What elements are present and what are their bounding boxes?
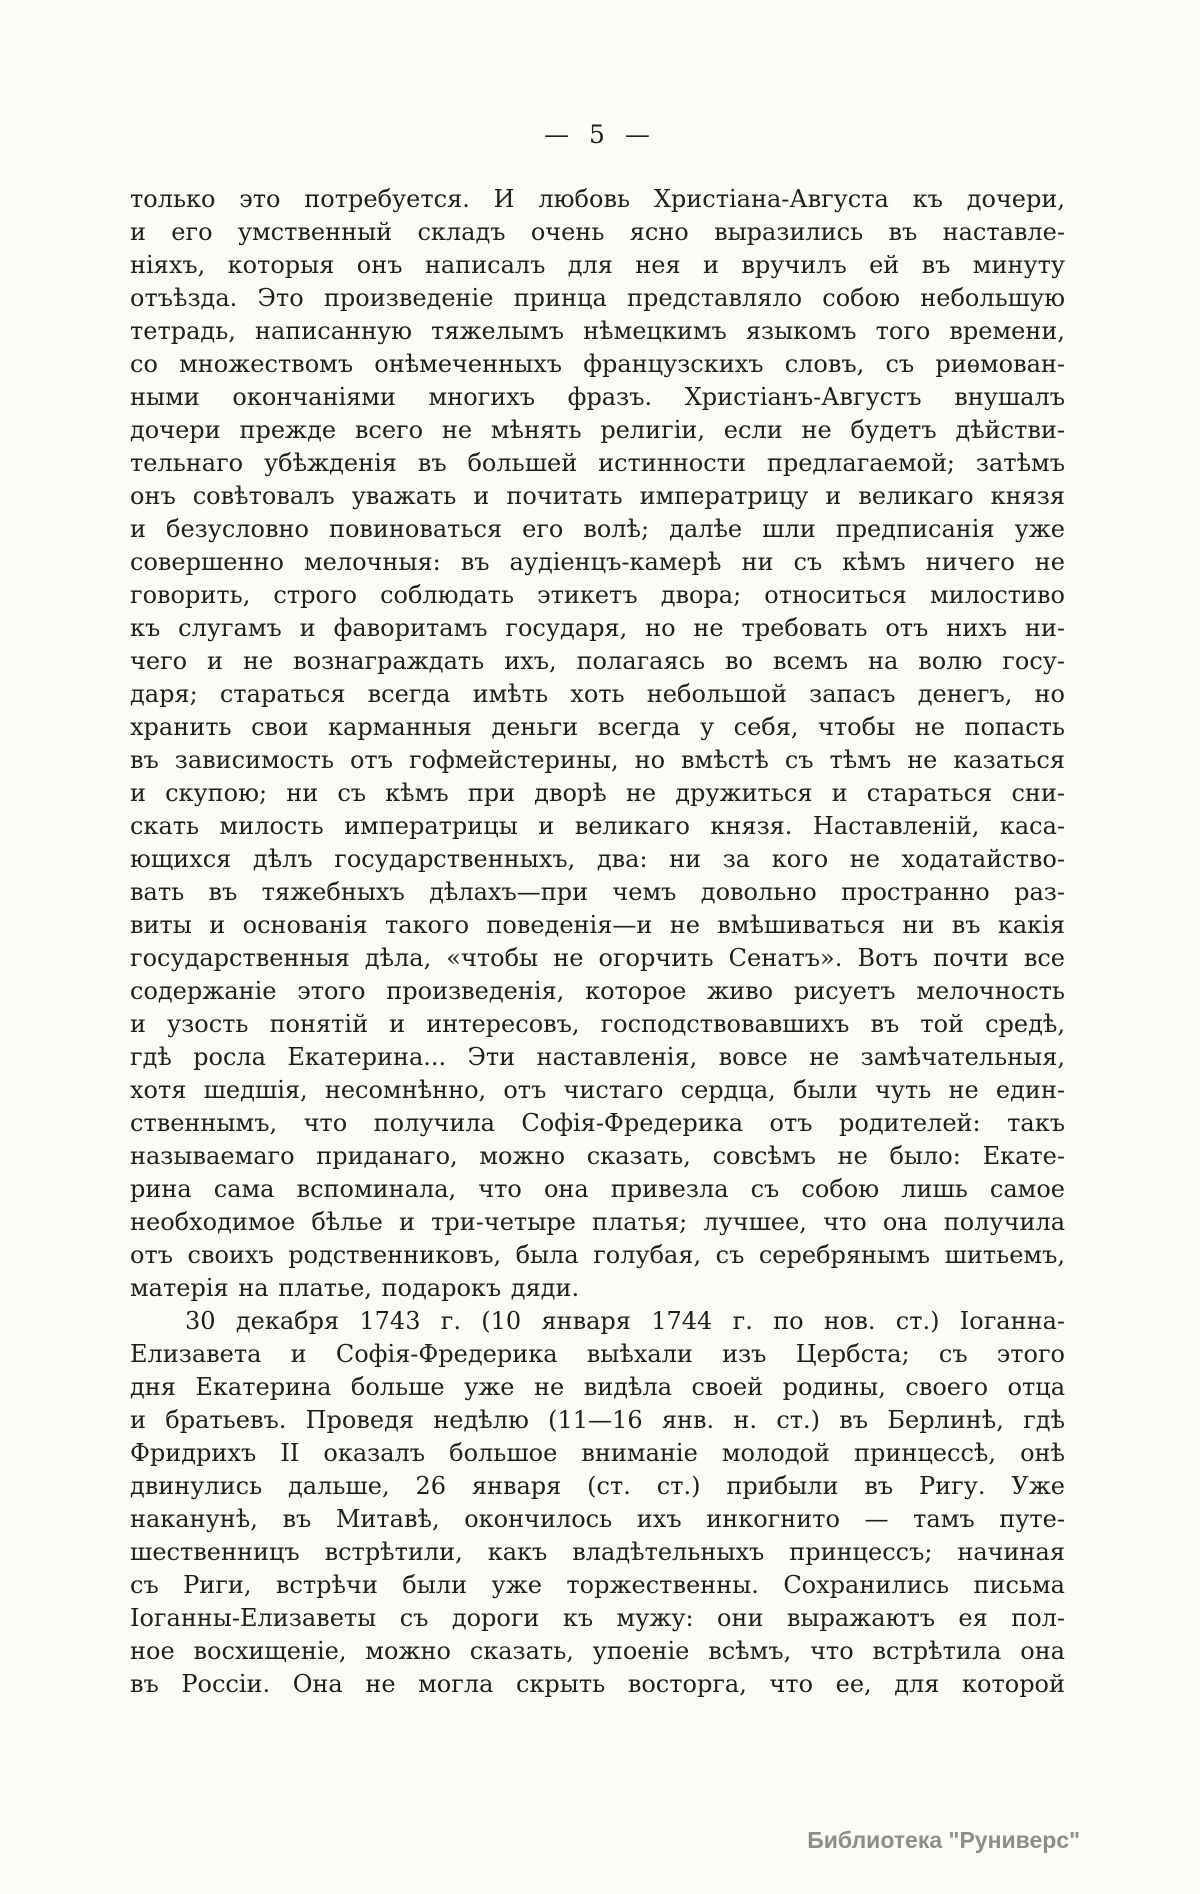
text-line: совершенно мелочныя: въ аудіенцъ-камерѣ ни съ кѣмъ ничего не bbox=[130, 548, 1065, 576]
text-line: въ зависимость отъ гофмейстерины, но вмѣстѣ съ тѣмъ не казаться bbox=[130, 746, 1065, 774]
text-line: и его умственный складъ очень ясно выразились въ наставле- bbox=[130, 218, 1065, 246]
text-line: Іоганны-Елизаветы съ дороги къ мужу: они выражаютъ ея пол- bbox=[130, 1604, 1065, 1632]
text-line: матерія на платье, подарокъ дяди. bbox=[130, 1274, 580, 1302]
text-line: 30 декабря 1743 г. (10 января 1744 г. по нов. ст.) Іоганна- bbox=[185, 1307, 1065, 1335]
text-line: чего и не вознаграждать ихъ, полагаясь во всемъ на волю госу- bbox=[130, 647, 1065, 675]
text-line: необходимое бѣлье и три-четыре платья; лучшее, что она получила bbox=[130, 1208, 1065, 1236]
page-number-header: — 5 — bbox=[544, 120, 656, 149]
text-line: ными окончаніями многихъ фразъ. Христіанъ-Августъ внушалъ bbox=[130, 383, 1065, 411]
text-line: дочери прежде всего не мѣнять религіи, если не будетъ дѣйстви- bbox=[130, 416, 1065, 444]
text-line: государственныя дѣла, «чтобы не огорчить Сенатъ». Вотъ почти все bbox=[130, 944, 1065, 972]
text-line: отъѣзда. Это произведеніе принца представляло собою небольшую bbox=[130, 284, 1065, 312]
text-line: называемаго приданаго, можно сказать, совсѣмъ не было: Екате- bbox=[130, 1142, 1065, 1170]
text-line: только это потребуется. И любовь Христіана-Августа къ дочери, bbox=[130, 185, 1065, 213]
text-line: къ слугамъ и фаворитамъ государя, но не требовать отъ нихъ ни- bbox=[130, 614, 1065, 642]
body-text-block bbox=[130, 183, 1065, 1701]
text-line: вать въ тяжебныхъ дѣлахъ—при чемъ довольно пространно раз- bbox=[130, 878, 1065, 906]
text-line: ственнымъ, что получила Софія-Фредерика отъ родителей: такъ bbox=[130, 1109, 1065, 1137]
text-line: и узость понятій и интересовъ, господствовавшихъ въ той средѣ, bbox=[130, 1010, 1065, 1038]
text-line: виты и основанія такого поведенія—и не вмѣшиваться ни въ какія bbox=[130, 911, 1065, 939]
text-line: дня Екатерина больше уже не видѣла своей родины, своего отца bbox=[130, 1373, 1065, 1401]
text-line: гдѣ росла Екатерина... Эти наставленія, вовсе не замѣчательныя, bbox=[130, 1043, 1065, 1071]
text-line: онъ совѣтовалъ уважать и почитать императрицу и великаго князя bbox=[130, 482, 1065, 510]
text-line: наканунѣ, въ Митавѣ, окончилось ихъ инкогнито — тамъ путе- bbox=[130, 1505, 1065, 1533]
text-line: ное восхищеніе, можно сказать, упоеніе всѣмъ, что встрѣтила она bbox=[130, 1637, 1065, 1665]
text-line: со множествомъ онѣмеченныхъ французскихъ словъ, съ риѳмован- bbox=[130, 350, 1065, 378]
text-line: содержаніе этого произведенія, которое живо рисуетъ мелочность bbox=[130, 977, 1065, 1005]
text-line: и скупою; ни съ кѣмъ при дворѣ не дружиться и стараться сни- bbox=[130, 779, 1065, 807]
text-line: шественницъ встрѣтили, какъ владѣтельныхъ принцессъ; начиная bbox=[130, 1538, 1065, 1566]
text-line: тетрадь, написанную тяжелымъ нѣмецкимъ языкомъ того времени, bbox=[130, 317, 1065, 345]
text-line: скать милость императрицы и великаго князя. Наставленій, каса- bbox=[130, 812, 1065, 840]
text-line: отъ своихъ родственниковъ, была голубая, съ серебрянымъ шитьемъ, bbox=[130, 1241, 1065, 1269]
text-line: въ Россіи. Она не могла скрыть восторга, что ее, для которой bbox=[130, 1670, 1065, 1698]
text-line: съ Риги, встрѣчи были уже торжественны. Сохранились письма bbox=[130, 1571, 1065, 1599]
text-line: ніяхъ, которыя онъ написалъ для нея и вручилъ ей въ минуту bbox=[130, 251, 1065, 279]
text-line: тельнаго убѣжденія въ большей истинности предлагаемой; затѣмъ bbox=[130, 449, 1065, 477]
text-line: и братьевъ. Проведя недѣлю (11—16 янв. н. ст.) въ Берлинѣ, гдѣ bbox=[130, 1406, 1065, 1434]
text-line: хранить свои карманныя деньги всегда у себя, чтобы не попасть bbox=[130, 713, 1065, 741]
text-line: Елизавета и Софія-Фредерика выѣхали изъ Цербста; съ этого bbox=[130, 1340, 1065, 1368]
text-line: рина сама вспоминала, что она привезла съ собою лишь самое bbox=[130, 1175, 1065, 1203]
text-line: хотя шедшія, несомнѣнно, отъ чистаго сердца, были чуть не един- bbox=[130, 1076, 1065, 1104]
text-line: говорить, строго соблюдать этикетъ двора; относиться милостиво bbox=[130, 581, 1065, 609]
text-line: даря; стараться всегда имѣть хоть небольшой запасъ денегъ, но bbox=[130, 680, 1065, 708]
text-line: ющихся дѣлъ государственныхъ, два: ни за кого не ходатайство- bbox=[130, 845, 1065, 873]
text-line: двинулись дальше, 26 января (ст. ст.) прибыли въ Ригу. Уже bbox=[130, 1472, 1065, 1500]
library-watermark: Библиотека "Руниверс" bbox=[807, 1827, 1080, 1853]
text-line: и безусловно повиноваться его волѣ; далѣе шли предписанія уже bbox=[130, 515, 1065, 543]
text-line: Фридрихъ II оказалъ большое вниманіе молодой принцессѣ, онѣ bbox=[130, 1439, 1065, 1467]
